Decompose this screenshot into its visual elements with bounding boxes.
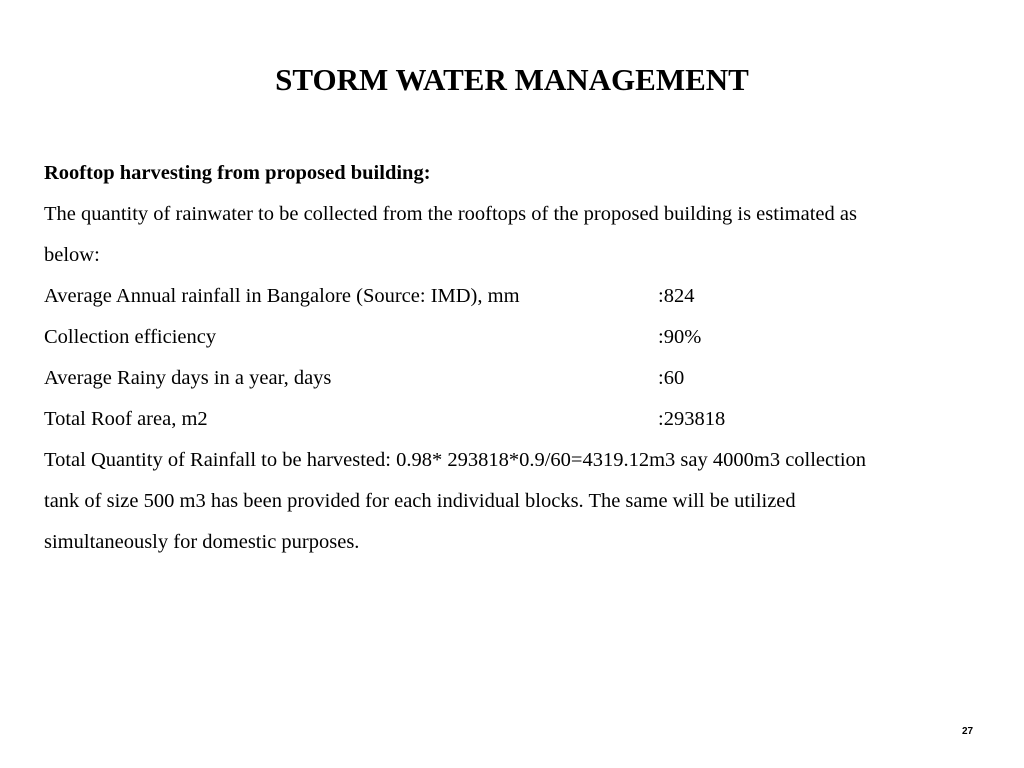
- data-row-annual-rainfall: [44, 276, 984, 317]
- summary-text-line-3: simultaneously for domestic purposes.: [44, 531, 360, 553]
- intro-text-line-1: The quantity of rainwater to be collected from the rooftops of the proposed building is estimated as: [44, 203, 857, 225]
- page-number: 27: [962, 726, 974, 737]
- intro-text-line-2: below:: [44, 244, 100, 266]
- data-row-rainy-days: [44, 358, 984, 399]
- row-label: Average Annual rainfall in Bangalore (Source: IMD), mm: [44, 285, 520, 307]
- section-subheading: Rooftop harvesting from proposed building:: [44, 162, 431, 184]
- row-value: :60: [658, 367, 685, 389]
- row-value: :90%: [658, 326, 702, 348]
- data-row-collection-efficiency: [44, 317, 984, 358]
- row-label: Total Roof area, m2: [44, 408, 208, 430]
- row-label: Average Rainy days in a year, days: [44, 367, 332, 389]
- summary-text-line-2: tank of size 500 m3 has been provided for each individual blocks. The same will be utilized: [44, 490, 796, 512]
- row-value: :824: [658, 285, 695, 307]
- data-row-roof-area: [44, 399, 984, 440]
- row-label: Collection efficiency: [44, 326, 217, 348]
- slide-title: STORM WATER MANAGEMENT: [275, 62, 749, 97]
- slide-body: [44, 153, 984, 563]
- summary-text-line-1: Total Quantity of Rainfall to be harvested: 0.98* 293818*0.9/60=4319.12m3 say 4000m3 collection: [44, 449, 867, 471]
- row-value: :293818: [658, 408, 726, 430]
